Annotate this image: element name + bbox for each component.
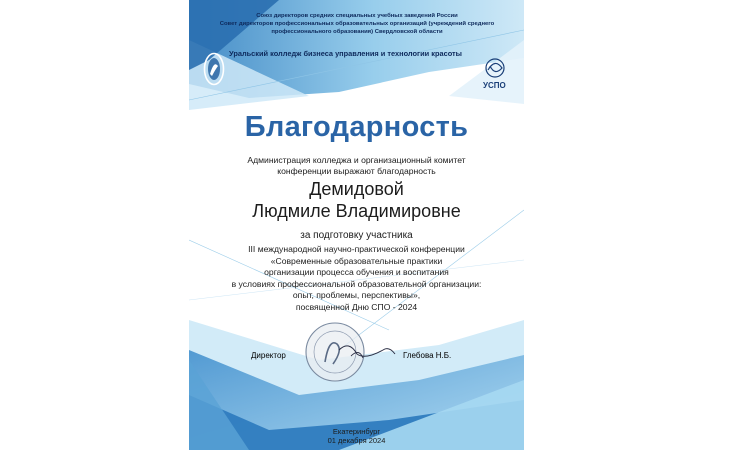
conference-text — [189, 244, 524, 313]
uspo-logo-icon — [483, 56, 507, 80]
conference-line-6: посвященной Дню СПО - 2024 — [295, 301, 418, 312]
recipient-surname: Демидовой — [309, 179, 404, 199]
date: 01 декабря 2024 — [327, 436, 386, 445]
college-emblem-icon — [203, 52, 225, 86]
signatory-name: Глебова Н.Б. — [403, 351, 452, 360]
intro-text — [189, 155, 524, 176]
certificate — [189, 0, 524, 450]
city: Екатеринбург — [332, 427, 381, 436]
intro-line-1: Администрация колледжа и организационный комитет — [247, 155, 466, 165]
college-name: Уральский колледж бизнеса управления и технологии красоты — [229, 49, 462, 58]
official-seal-icon — [299, 320, 399, 384]
intro-line-2: конференции выражают благодарность — [277, 165, 436, 176]
conference-line-5: опыт, проблемы, перспективы», — [292, 290, 421, 300]
header-line-2: Совет директоров профессиональных образовательных организаций (учреждений среднего — [219, 21, 495, 28]
recipient-given-names: Людмиле Владимировне — [252, 201, 461, 221]
conference-line-4: в условиях профессиональной образовательной организации: — [231, 278, 482, 289]
header-line-3: профессионального образования) Свердловской области — [271, 29, 443, 36]
place-and-date — [189, 427, 524, 445]
conference-line-2: «Современные образовательные практики — [270, 255, 443, 266]
conference-line-1: III международной научно-практической конференции — [248, 244, 465, 254]
header-line-1: Союз директоров средних специальных учебных заведений России — [256, 13, 458, 19]
reason-text: за подготовку участника — [300, 230, 413, 241]
uspo-logo-text: УСПО — [483, 81, 506, 90]
header-organizations — [209, 12, 505, 37]
certificate-title: Благодарность — [244, 111, 469, 143]
signatory-role: Директор — [251, 351, 286, 360]
conference-line-3: организации процесса обучения и воспитания — [264, 267, 449, 277]
